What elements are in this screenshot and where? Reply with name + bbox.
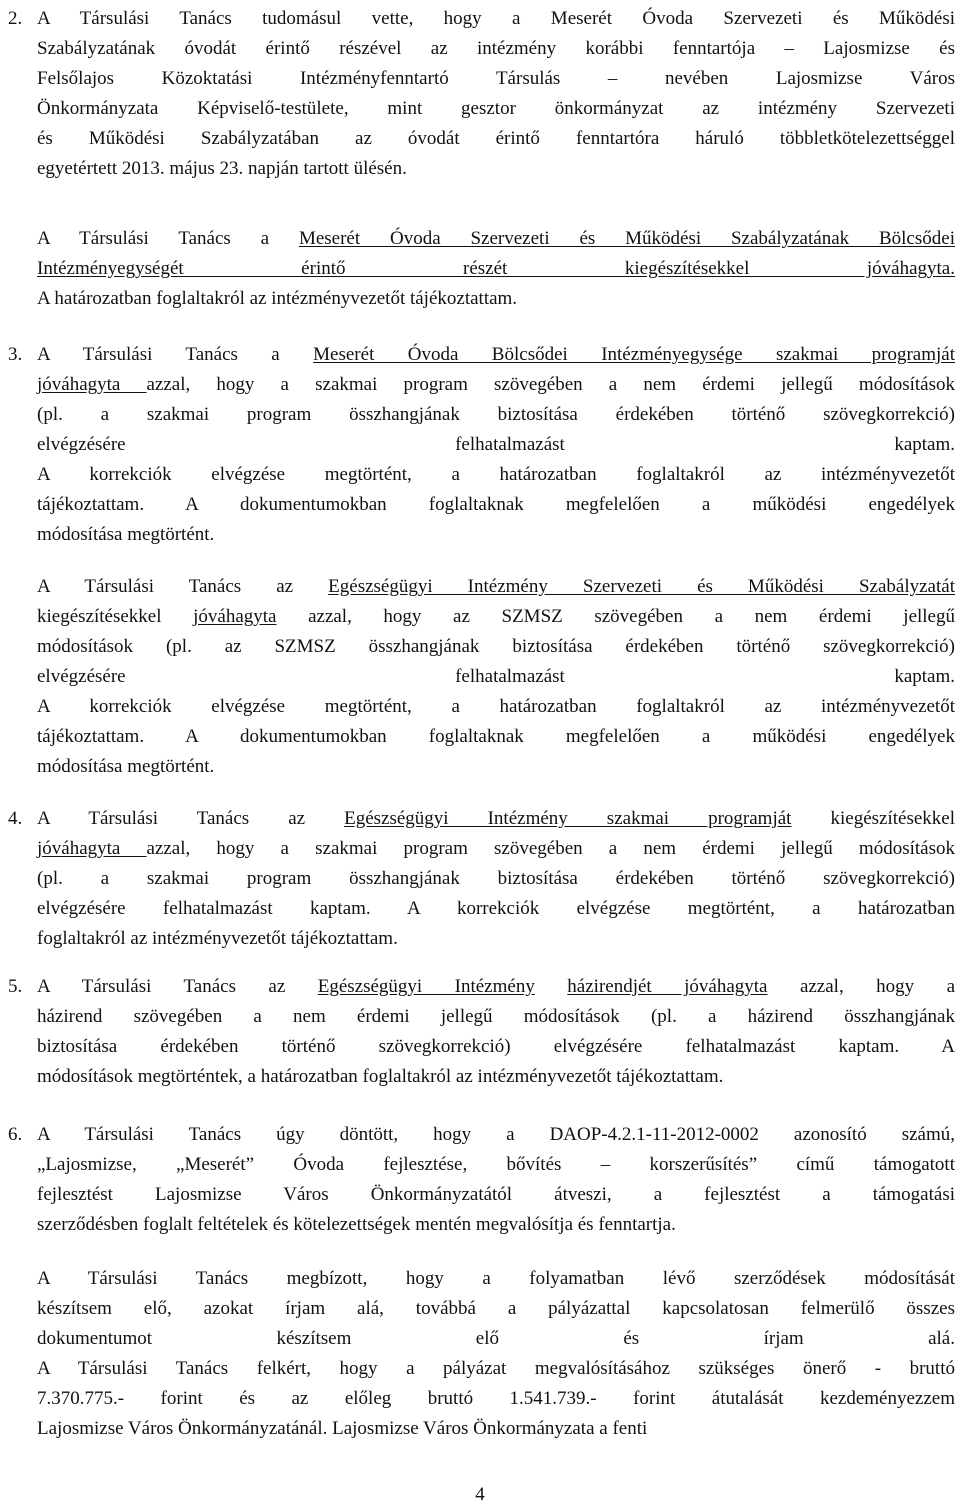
underlined-text: jóváhagyta — [193, 606, 277, 627]
text-line — [37, 1414, 955, 1444]
text-line — [37, 1354, 955, 1384]
underlined-text: jóváhagyta — [37, 374, 147, 395]
paragraph — [37, 224, 955, 314]
text-segment: foglaltakról az intézményvezetőt tájékoztattam. — [37, 928, 398, 949]
text-segment — [535, 976, 567, 997]
text-segment: fejlesztést Lajosmizse Város Önkormányzatától átveszi, a fejlesztést a támogatási — [37, 1184, 955, 1205]
paragraph — [37, 572, 955, 782]
page-number: 4 — [475, 1484, 485, 1505]
text-segment: házirend szövegében a nem érdemi jellegű módosítások (pl. a házirend összhangjának — [37, 1006, 955, 1027]
text-line — [37, 224, 955, 254]
text-segment: biztosítása érdekében történő szövegkorrekció) elvégzésére felhatalmazást kaptam. A — [37, 1036, 955, 1057]
paragraph-number: 4. — [8, 808, 23, 829]
text-segment: Lajosmizse Város Önkormányzatánál. Lajosmizse Város Önkormányzata a fenti — [37, 1418, 648, 1439]
text-segment: (pl. a szakmai program összhangjának biztosítása érdekében történő szövegkorrekció) — [37, 404, 955, 425]
paragraph — [37, 340, 955, 550]
text-segment: tájékoztattam. A dokumentumokban foglaltaknak megfelelően a működési engedélyek — [37, 726, 955, 747]
text-line — [37, 1150, 955, 1180]
text-line — [37, 1294, 955, 1324]
text-segment: módosítása megtörtént. — [37, 524, 215, 545]
text-line — [37, 752, 955, 782]
text-segment: azzal, hogy a — [767, 976, 956, 997]
text-line — [37, 400, 955, 430]
text-segment: Önkormányzata Képviselő-testülete, mint gesztor önkormányzat az intézmény Szervezeti — [37, 98, 955, 119]
text-segment: módosítása megtörtént. — [37, 756, 215, 777]
text-segment: azzal, hogy a szakmai program szövegében a nem érdemi jellegű módosítások — [146, 374, 955, 395]
text-segment: „Lajosmizse, „Meserét” Óvoda fejlesztése, bővítés – korszerűsítés” című támogatott — [37, 1154, 955, 1175]
paragraph-number: 2. — [8, 8, 23, 29]
paragraph-number: 5. — [8, 976, 23, 997]
text-segment: A korrekciók elvégzése megtörtént, a határozatban foglaltakról az intézményvezetőt — [37, 464, 955, 485]
text-segment: elvégzésére felhatalmazást kaptam. — [37, 666, 955, 687]
text-segment: azzal, hogy a szakmai program szövegében a nem érdemi jellegű módosítások — [146, 838, 955, 859]
text-line — [37, 662, 955, 692]
underlined-text: házirendjét jóváhagyta — [567, 976, 768, 997]
underlined-text: Egészségügyi Intézmény Szervezeti és Működési Szabályzatát — [328, 576, 955, 597]
text-segment: A Társulási Tanács az — [37, 808, 345, 829]
text-segment: 7.370.775.- forint és az előleg bruttó 1.541.739.- forint átutalását kezdeményezzem — [37, 1388, 955, 1409]
text-segment: A Társulási Tanács az — [37, 576, 329, 597]
paragraph-number: 3. — [8, 344, 23, 365]
text-line — [37, 430, 955, 460]
text-line — [37, 572, 955, 602]
text-line — [37, 4, 955, 34]
text-line — [37, 1032, 955, 1062]
text-line — [37, 602, 955, 632]
text-line — [37, 1210, 955, 1240]
text-line — [37, 460, 955, 490]
underlined-text: Meserét Óvoda Szervezeti és Működési Szabályzatának Bölcsődei — [298, 228, 955, 249]
text-line — [37, 94, 955, 124]
paragraph-number: 6. — [8, 1124, 23, 1145]
text-line — [37, 692, 955, 722]
text-line — [37, 1180, 955, 1210]
text-line — [37, 804, 955, 834]
text-line — [37, 834, 955, 864]
paragraph — [37, 1264, 955, 1444]
text-line — [37, 1384, 955, 1414]
paragraph — [37, 804, 955, 954]
text-segment: kiegészítésekkel — [37, 606, 194, 627]
text-segment: készítsem elő, azokat írjam alá, továbbá a pályázattal kapcsolatosan felmerülő összes — [37, 1298, 955, 1319]
text-segment: módosítások megtörténtek, a határozatban foglaltakról az intézményvezetőt tájékoztattam. — [37, 1066, 724, 1087]
text-line — [37, 1264, 955, 1294]
text-line — [37, 370, 955, 400]
text-line — [37, 254, 955, 284]
text-line — [37, 490, 955, 520]
text-segment: A Társulási Tanács tudomásul vette, hogy a Meserét Óvoda Szervezeti és Működési — [37, 8, 955, 29]
text-segment: szerződésben foglalt feltételek és kötelezettségek mentén megvalósítja és fenntartja. — [37, 1214, 676, 1235]
text-line — [37, 64, 955, 94]
underlined-text: Intézményegységét érintő részét kiegészítésekkel jóváhagyta. — [37, 258, 955, 279]
text-segment: egyetértett 2013. május 23. napján tartott ülésén. — [37, 158, 407, 179]
underlined-text: Egészségügyi Intézmény szakmai programját — [344, 808, 792, 829]
text-line — [37, 894, 955, 924]
text-line — [37, 924, 955, 954]
text-line — [37, 632, 955, 662]
text-line — [37, 1002, 955, 1032]
text-segment: Felsőlajos Közoktatási Intézményfenntartó Társulás – nevében Lajosmizse Város — [37, 68, 955, 89]
paragraph — [37, 1120, 955, 1240]
text-segment: és Működési Szabályzatában az óvodát érintő fenntartóra háruló többletkötelezettséggel — [37, 128, 955, 149]
text-segment: (pl. a szakmai program összhangjának biztosítása érdekében történő szövegkorrekció) — [37, 868, 955, 889]
text-segment: A Társulási Tanács úgy döntött, hogy a DAOP-4.2.1-11-2012-0002 azonosító számú, — [37, 1124, 955, 1145]
text-line — [37, 340, 955, 370]
text-line — [37, 520, 955, 550]
text-segment: A Társulási Tanács a — [37, 344, 314, 365]
text-line — [37, 1062, 955, 1092]
paragraph — [37, 972, 955, 1092]
underlined-text: Egészségügyi Intézmény — [317, 976, 535, 997]
text-segment: kiegészítésekkel — [791, 808, 955, 829]
text-line — [37, 722, 955, 752]
text-segment: dokumentumot készítsem elő és írjam alá. — [37, 1328, 955, 1349]
text-line — [37, 1120, 955, 1150]
text-segment: A határozatban foglaltakról az intézményvezetőt tájékoztattam. — [37, 288, 518, 309]
underlined-text: Meserét Óvoda Bölcsődei Intézményegysége szakmai programját — [313, 344, 955, 365]
text-line — [37, 154, 955, 184]
text-line — [37, 124, 955, 154]
text-segment: elvégzésére felhatalmazást kaptam. — [37, 434, 955, 455]
text-segment: A Társulási Tanács az — [37, 976, 318, 997]
text-segment: A korrekciók elvégzése megtörtént, a határozatban foglaltakról az intézményvezetőt — [37, 696, 955, 717]
text-line — [37, 972, 955, 1002]
text-segment: módosítások (pl. az SZMSZ összhangjának biztosítása érdekében történő szövegkorrekció) — [37, 636, 955, 657]
text-segment: tájékoztattam. A dokumentumokban foglaltaknak megfelelően a működési engedélyek — [37, 494, 955, 515]
text-segment: A Társulási Tanács felkért, hogy a pályázat megvalósításához szükséges önerő - bruttó — [37, 1358, 955, 1379]
text-line — [37, 284, 955, 314]
text-line — [37, 34, 955, 64]
text-segment: elvégzésére felhatalmazást kaptam. A korrekciók elvégzése megtörtént, a határozatban — [37, 898, 955, 919]
text-line — [37, 864, 955, 894]
underlined-text: jóváhagyta — [37, 838, 147, 859]
text-segment: azzal, hogy az SZMSZ szövegében a nem érdemi jellegű — [276, 606, 955, 627]
text-segment: A Társulási Tanács megbízott, hogy a folyamatban lévő szerződések módosítását — [37, 1268, 955, 1289]
paragraph — [37, 4, 955, 184]
text-segment: Szabályzatának óvodát érintő részével az intézmény korábbi fenntartója – Lajosmizse és — [37, 38, 955, 59]
text-segment: A Társulási Tanács a — [37, 228, 299, 249]
text-line — [37, 1324, 955, 1354]
